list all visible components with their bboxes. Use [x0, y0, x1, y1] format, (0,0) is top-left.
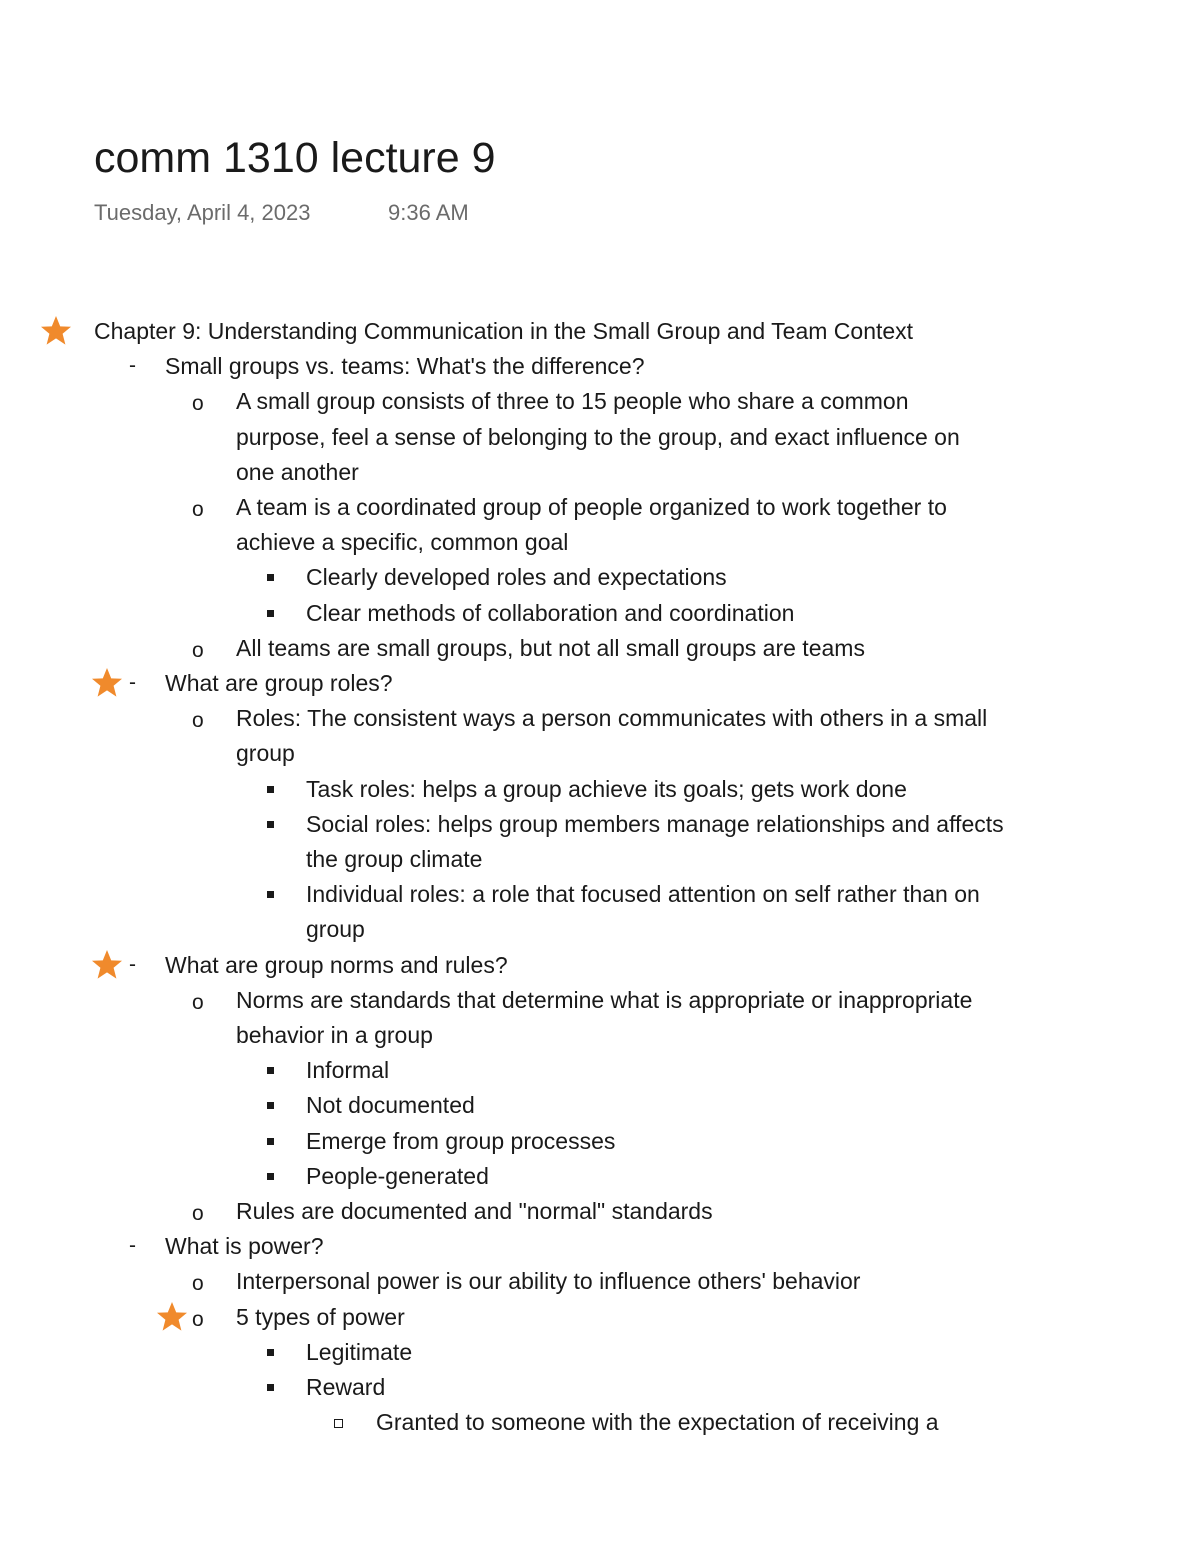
- outline-item-text: purpose, feel a sense of belonging to the group, and exact influence on: [236, 423, 960, 450]
- outline-item-text: What are group norms and rules?: [165, 951, 508, 978]
- circle-bullet-icon: o: [192, 392, 204, 416]
- outline-item-text: Legitimate: [306, 1338, 413, 1365]
- circle-bullet-icon: o: [192, 1272, 204, 1296]
- outline-item-text: Small groups vs. teams: What's the difference?: [165, 353, 645, 380]
- square-bullet-icon: [267, 1102, 274, 1109]
- outline-item-text: one another: [236, 458, 359, 485]
- note-time: 9:36 AM: [388, 200, 469, 225]
- square-bullet-icon: [267, 821, 274, 828]
- star-icon: [91, 949, 123, 981]
- note-date: Tuesday, April 4, 2023: [94, 200, 311, 225]
- outline-item-text: A team is a coordinated group of people organized to work together to: [236, 494, 947, 520]
- square-bullet-icon: [267, 1173, 274, 1180]
- square-bullet-icon: [267, 891, 274, 898]
- dash-bullet-icon: -: [129, 952, 136, 976]
- square-bullet-icon: [267, 786, 274, 793]
- outline-item-text: Not documented: [306, 1092, 475, 1119]
- square-bullet-icon: [267, 610, 274, 617]
- outline-item-text: Norms are standards that determine what is appropriate or inappropriate: [236, 986, 973, 1013]
- square-bullet-icon: [267, 1138, 274, 1145]
- outline-item-text: Individual roles: a role that focused attention on self rather than on: [306, 881, 980, 908]
- outline-item-text: Roles: The consistent ways a person communicates with others in a small: [236, 705, 988, 732]
- outline-item-text: Emerge from group processes: [306, 1127, 616, 1154]
- dash-bullet-icon: -: [129, 354, 136, 378]
- outline-item-text: What are group roles?: [165, 670, 393, 696]
- dash-bullet-icon: -: [129, 1234, 136, 1258]
- hollow-square-bullet-icon: [334, 1419, 343, 1428]
- circle-bullet-icon: o: [192, 638, 204, 662]
- star-icon: [156, 1301, 188, 1333]
- outline-item-text: Informal: [306, 1057, 390, 1084]
- outline-item-text: Clearly developed roles and expectations: [306, 564, 727, 591]
- outline-item-text: the group climate: [306, 846, 483, 872]
- square-bullet-icon: [267, 1067, 274, 1074]
- page-title: comm 1310 lecture 9: [94, 134, 496, 182]
- star-icon: [40, 315, 72, 347]
- outline-item-text: group: [306, 916, 365, 943]
- square-bullet-icon: [267, 1384, 274, 1391]
- circle-bullet-icon: o: [192, 1307, 204, 1331]
- outline-item-text: A small group consists of three to 15 people who share a common: [236, 388, 909, 415]
- outline-item-text: group: [236, 740, 295, 767]
- outline-item-text: Rules are documented and "normal" standards: [236, 1198, 713, 1224]
- outline-item-text: 5 types of power: [236, 1303, 405, 1330]
- circle-bullet-icon: o: [192, 990, 204, 1014]
- outline-item-text: Interpersonal power is our ability to influence others' behavior: [236, 1268, 861, 1295]
- outline-item-text: Task roles: helps a group achieve its goals; gets work done: [306, 775, 907, 802]
- outline-item-text: behavior in a group: [236, 1022, 433, 1048]
- circle-bullet-icon: o: [192, 709, 204, 733]
- outline-item-text: Clear methods of collaboration and coordination: [306, 599, 795, 626]
- square-bullet-icon: [267, 1349, 274, 1356]
- dash-bullet-icon: -: [129, 671, 136, 694]
- outline-item-text: Reward: [306, 1374, 386, 1400]
- outline-item-text: Granted to someone with the expectation of receiving a: [376, 1409, 939, 1436]
- outline-item-text: achieve a specific, common goal: [236, 529, 569, 556]
- outline-item-text: All teams are small groups, but not all small groups are teams: [236, 634, 865, 661]
- square-bullet-icon: [267, 574, 274, 581]
- star-icon: [91, 667, 123, 699]
- outline-item-text: Chapter 9: Understanding Communication in the Small Group and Team Context: [94, 318, 914, 344]
- circle-bullet-icon: o: [192, 1202, 204, 1225]
- circle-bullet-icon: o: [192, 498, 204, 521]
- outline-item-text: People-generated: [306, 1162, 489, 1189]
- outline-item-text: Social roles: helps group members manage relationships and affects: [306, 810, 1004, 837]
- outline-item-text: What is power?: [165, 1233, 324, 1260]
